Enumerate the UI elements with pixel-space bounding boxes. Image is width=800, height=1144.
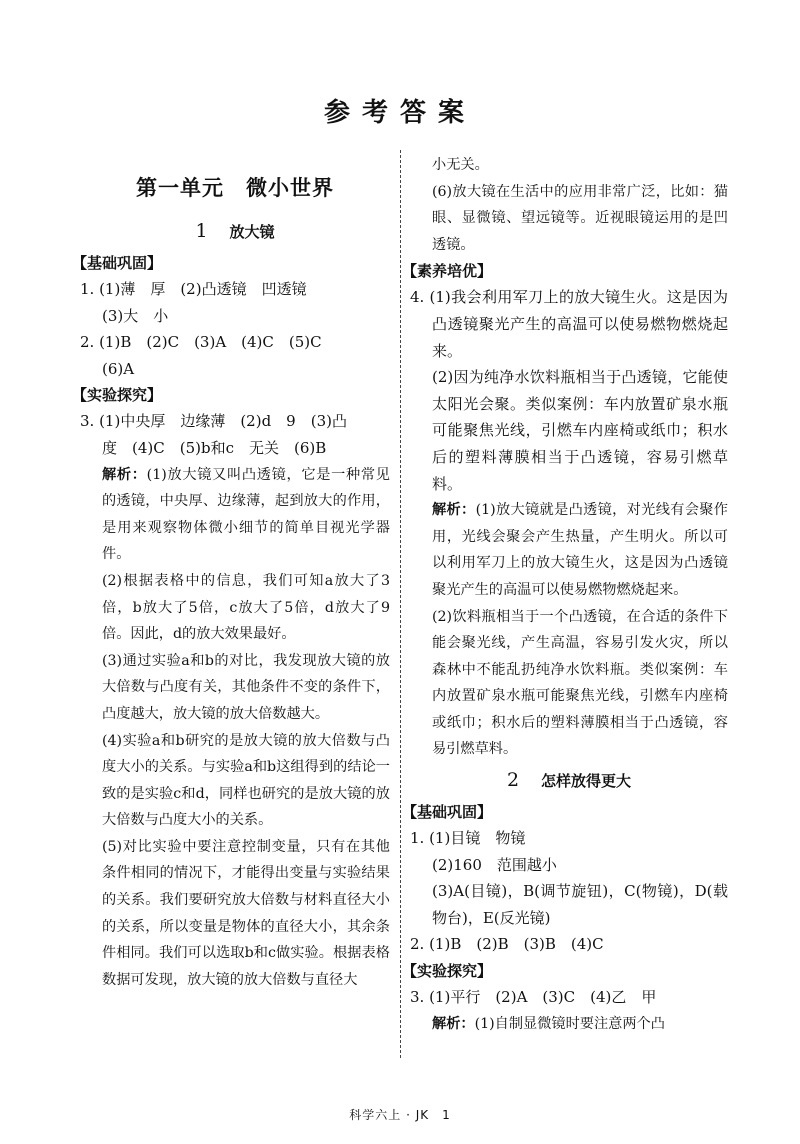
analysis-label: 解析： xyxy=(432,502,476,519)
lesson-2-number: 2 xyxy=(506,769,520,792)
answer-4-1: 4. (1)我会利用军刀上的放大镜生火。这是因为凸透镜聚光产生的高温可以使易燃物燃烧起来。 xyxy=(410,288,728,360)
analysis-5-cont: 小无关。 xyxy=(432,157,489,173)
answer-2: 2. (1)B (2)C (3)A (4)C (5)C xyxy=(80,333,322,352)
column-divider xyxy=(400,150,401,1058)
section-quality: 【素养培优】 xyxy=(402,262,493,281)
answer-2-2: 2. (1)B (2)B (3)B (4)C xyxy=(410,935,604,954)
answer-3-cont: 度 (4)C (5)b和c 无关 (6)B xyxy=(102,438,327,457)
analysis-3: (3)通过实验a和b的对比，我发现放大镜的放大倍数与凸度有关，其他条件不变的条件下，凸度越大，放大镜的放大倍数越大。 xyxy=(102,652,390,722)
analysis-label: 解析： xyxy=(432,1015,475,1032)
lesson-1-number: 1 xyxy=(195,220,208,242)
analysis-label: 解析： xyxy=(102,466,147,483)
left-column xyxy=(72,172,390,993)
lesson-2-name: 怎样放得更大 xyxy=(541,772,632,791)
page-title: 参考答案 xyxy=(323,98,476,128)
analysis-4: (4)实验a和b研究的是放大镜的放大倍数与凸度大小的关系。与实验a和b这组得到的结论一致的是实验c和d，同样也研究的是放大镜的放大倍数与凸度大小的关系。 xyxy=(102,732,390,829)
page-footer: 科学六上 · JK 1 xyxy=(349,1108,451,1122)
analysis-4-1 xyxy=(410,497,728,603)
analysis-5: (5)对比实验中要注意控制变量，只有在其他条件相同的情况下，才能得出变量与实验结果的关系。我们要研究放大倍数与材料直径大小的关系，所以变量是物体的直径大小，其余条件相同。我们可以选取b和c做实验。根据表格数据可发现，放大镜的放大倍数与直径大 xyxy=(102,838,390,988)
analysis-2: (2)根据表格中的信息，我们可知a放大了3倍，b放大了5倍，c放大了5倍，d放大了9倍。因此，d的放大效果最好。 xyxy=(102,572,390,643)
analysis-6: (6)放大镜在生活中的应用非常广泛，比如：猫眼、显微镜、望远镜等。近视眼镜运用的是凹透镜。 xyxy=(432,183,728,253)
answer-3: 3. (1)中央厚 边缘薄 (2)d 9 (3)凸 xyxy=(80,412,347,431)
answer-2-1-cont2: (3)A(目镜)，B(调节旋钮)，C(物镜)，D(载物台)，E(反光镜) xyxy=(432,882,728,927)
answer-4-2: (2)因为纯净水饮料瓶相当于凸透镜，它能使太阳光会聚。类似案例：车内放置矿泉水瓶可能聚焦光线，引燃车内座椅或纸巾；积水后的塑料薄膜相当于凸透镜，容易引燃草料。 xyxy=(432,368,728,493)
answer-1-cont: (3)大 小 xyxy=(102,306,169,325)
answer-2-1-cont: (2)160 范围越小 xyxy=(432,855,557,874)
answer-2-cont: (6)A xyxy=(102,359,135,378)
analysis-text: (1)放大镜又叫凸透镜，它是一种常见的透镜，中央厚、边缘薄，起到放大的作用，是用来观察物体微小细节的简单目视光学器件。 xyxy=(102,466,390,563)
section-basic: 【基础巩固】 xyxy=(72,254,163,272)
lesson-1-title xyxy=(80,220,390,242)
lesson-2-title xyxy=(410,769,728,791)
section-experiment-2: 【实验探究】 xyxy=(402,962,493,981)
unit-title: 第一单元 微小世界 xyxy=(136,176,334,200)
analysis-text: (1)放大镜就是凸透镜，对光线有会聚作用，光线会聚会产生热量，产生明火。所以可以利用军刀上的放大镜生火，这是因为凸透镜聚光产生的高温可以使易燃物燃烧起来。 xyxy=(432,502,728,598)
answer-2-3: 3. (1)平行 (2)A (3)C (4)乙 甲 xyxy=(410,988,657,1007)
answer-1: 1. (1)薄 厚 (2)凸透镜 凹透镜 xyxy=(80,280,307,298)
analysis-2-3 xyxy=(410,1011,728,1038)
lesson-1-name: 放大镜 xyxy=(229,223,275,241)
section-basic-2: 【基础巩固】 xyxy=(402,803,493,822)
answer-2-1: 1. (1)目镜 物镜 xyxy=(410,829,526,848)
analysis-4-2: (2)饮料瓶相当于一个凸透镜，在合适的条件下能会聚光线，产生高温，容易引发火灾，所以森林中不能乱扔纯净水饮料瓶。类似案例：车内放置矿泉水瓶可能聚焦光线，引燃车内座椅或纸巾；积水后的塑料薄膜相当于凸透镜，容易引燃草料。 xyxy=(432,608,728,758)
analysis-text: (1)自制显微镜时要注意两个凸 xyxy=(474,1015,665,1032)
right-column xyxy=(402,152,728,1037)
analysis-1 xyxy=(80,462,390,568)
section-experiment: 【实验探究】 xyxy=(72,386,163,405)
